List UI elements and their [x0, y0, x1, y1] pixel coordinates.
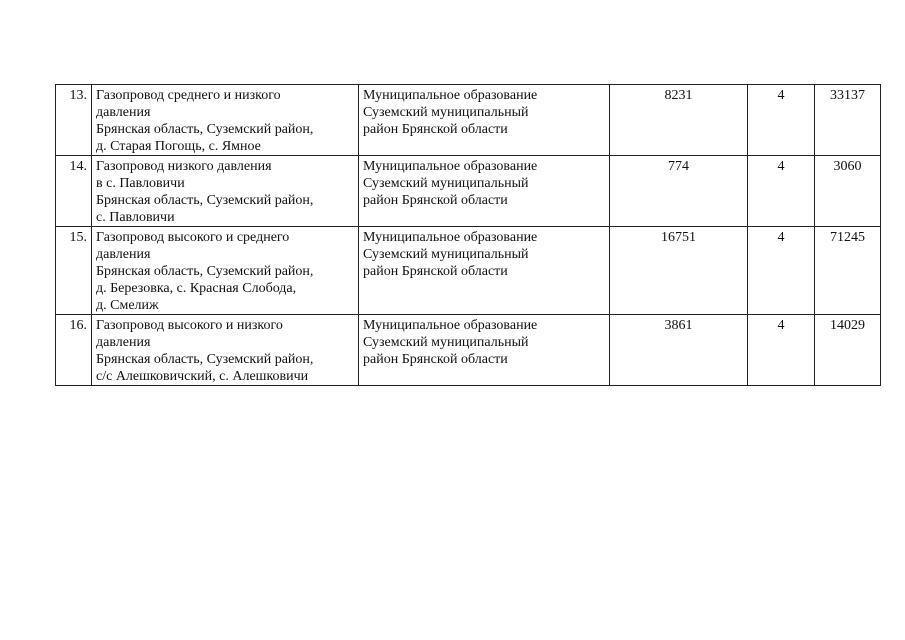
owner-line: район Брянской области	[363, 352, 508, 367]
object-line: Брянская область, Суземский район,	[96, 122, 314, 137]
length-value: 3861	[610, 315, 748, 386]
length-value: 774	[610, 156, 748, 227]
object-line: Брянская область, Суземский район,	[96, 193, 314, 208]
amount-value: 3060	[815, 156, 881, 227]
owner-line: район Брянской области	[363, 193, 508, 208]
object-line: д. Смелиж	[96, 298, 159, 313]
object-line: Газопровод низкого давления	[96, 159, 272, 174]
owner	[359, 315, 610, 386]
table-row	[56, 227, 881, 315]
amount-value: 33137	[815, 85, 881, 156]
category-value: 4	[748, 156, 815, 227]
table-row	[56, 85, 881, 156]
row-number: 15.	[56, 227, 92, 315]
row-number: 14.	[56, 156, 92, 227]
amount-value: 71245	[815, 227, 881, 315]
object-line: давления	[96, 335, 151, 350]
owner-line: Муниципальное образование	[363, 88, 538, 103]
owner-line: Суземский муниципальный	[363, 105, 529, 120]
object-line: Газопровод высокого и среднего	[96, 230, 290, 245]
object-line: д. Старая Погощь, с. Ямное	[96, 139, 261, 154]
object-line: Брянская область, Суземский район,	[96, 352, 314, 367]
category-value: 4	[748, 315, 815, 386]
owner-line: Суземский муниципальный	[363, 335, 529, 350]
row-number: 16.	[56, 315, 92, 386]
pipeline-registry-table	[55, 84, 881, 386]
owner-line: Муниципальное образование	[363, 318, 538, 333]
length-value: 8231	[610, 85, 748, 156]
owner-line: район Брянской области	[363, 264, 508, 279]
object-line: д. Березовка, с. Красная Слобода,	[96, 281, 297, 296]
object-line: Газопровод среднего и низкого	[96, 88, 281, 103]
owner-line: район Брянской области	[363, 122, 508, 137]
amount-value: 14029	[815, 315, 881, 386]
owner-line: Суземский муниципальный	[363, 176, 529, 191]
owner	[359, 85, 610, 156]
object-description	[92, 315, 359, 386]
row-number: 13.	[56, 85, 92, 156]
category-value: 4	[748, 85, 815, 156]
table-row	[56, 156, 881, 227]
owner-line: Суземский муниципальный	[363, 247, 529, 262]
object-line: Брянская область, Суземский район,	[96, 264, 314, 279]
owner-line: Муниципальное образование	[363, 230, 538, 245]
object-description	[92, 85, 359, 156]
category-value: 4	[748, 227, 815, 315]
owner-line: Муниципальное образование	[363, 159, 538, 174]
object-description	[92, 227, 359, 315]
owner	[359, 156, 610, 227]
object-line: давления	[96, 247, 151, 262]
object-line: с/с Алешковичский, с. Алешковичи	[96, 369, 309, 384]
length-value: 16751	[610, 227, 748, 315]
object-line: в с. Павловичи	[96, 176, 185, 191]
object-line: Газопровод высокого и низкого	[96, 318, 283, 333]
object-line: с. Павловичи	[96, 210, 175, 225]
owner	[359, 227, 610, 315]
object-line: давления	[96, 105, 151, 120]
object-description	[92, 156, 359, 227]
table-row	[56, 315, 881, 386]
